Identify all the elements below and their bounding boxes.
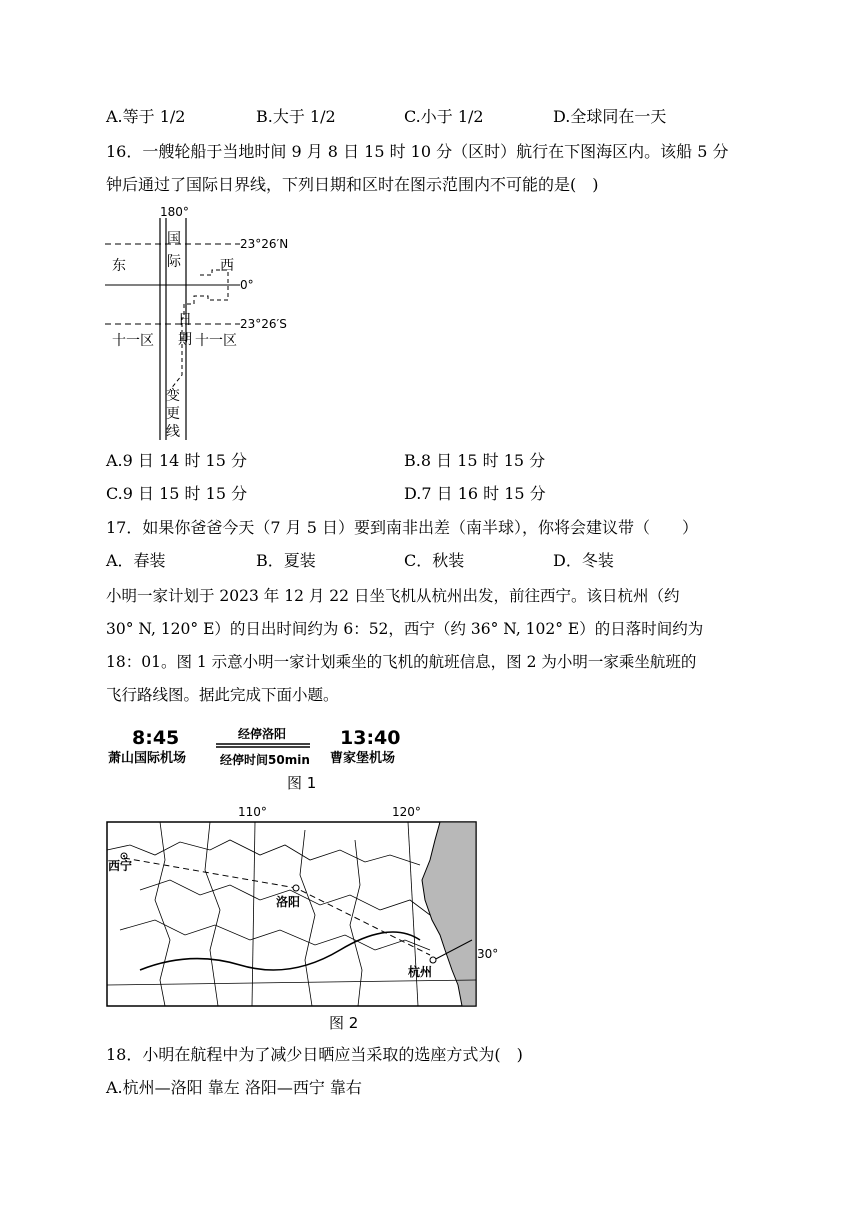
q16-option-a: A.9 日 14 时 15 分 bbox=[106, 451, 247, 470]
q16-option-d: D.7 日 16 时 15 分 bbox=[404, 484, 546, 503]
fig1-flight-info bbox=[100, 720, 430, 795]
fig1-arrive-time: 13:40 bbox=[340, 727, 401, 749]
fig1-stop-info: 经停洛阳 bbox=[238, 727, 287, 741]
q16-stem-line2: 钟后通过了国际日界线，下列日期和区时在图示范围内不可能的是( ) bbox=[106, 175, 599, 194]
q16-lat-0-label: 0° bbox=[240, 278, 254, 292]
q18-stem: 18．小明在航程中为了减少日晒应当采取的选座方式为( ) bbox=[106, 1045, 523, 1064]
q16-lat-n-label: 23°26′N bbox=[240, 237, 289, 251]
q16-option-c: C.9 日 15 时 15 分 bbox=[106, 484, 248, 503]
q17-option-b: B．夏装 bbox=[256, 551, 316, 570]
q16-idl-char-1: 国 bbox=[167, 231, 181, 247]
q16-lat-s-label: 23°26′S bbox=[240, 317, 287, 331]
q16-idl-char-5: 变 bbox=[166, 388, 180, 404]
q16-west-label: 西 bbox=[220, 258, 234, 274]
fig1-caption: 图 1 bbox=[287, 774, 317, 792]
q16-idl-char-3: 日 bbox=[178, 312, 192, 328]
fig2-route-map bbox=[100, 800, 510, 1035]
passage-line2: 30° N, 120° E）的日出时间约为 6：52，西宁（约 36° N, 102° E）的日落时间约为 bbox=[106, 620, 704, 638]
fig1-arrive-airport: 曹家堡机场 bbox=[330, 751, 396, 766]
q16-zone-right-label: 十一区 bbox=[195, 333, 237, 349]
q16-lon-label: 180° bbox=[160, 205, 189, 219]
q17-option-a: A．春装 bbox=[106, 551, 166, 570]
fig2-lat-30: 30° bbox=[477, 947, 499, 961]
fig2-city-xining: 西宁 bbox=[108, 859, 133, 873]
fig1-stop-duration: 经停时间50min bbox=[220, 753, 310, 767]
q16-date-line-figure bbox=[100, 200, 320, 445]
q15-option-b: B.大于 1/2 bbox=[256, 107, 336, 126]
q15-option-c: C.小于 1/2 bbox=[404, 107, 484, 126]
q16-zone-left-label: 十一区 bbox=[112, 333, 154, 349]
fig1-depart-airport: 萧山国际机场 bbox=[108, 751, 187, 766]
q17-option-c: C．秋装 bbox=[404, 551, 465, 570]
passage-line1: 小明一家计划于 2023 年 12 月 22 日坐飞机从杭州出发，前往西宁。该日杭州（约 bbox=[106, 587, 680, 605]
q16-idl-char-7: 线 bbox=[166, 424, 180, 440]
q16-idl-char-6: 更 bbox=[166, 406, 180, 422]
q16-option-b: B.8 日 15 时 15 分 bbox=[404, 451, 546, 470]
q17-stem: 17．如果你爸爸今天（7 月 5 日）要到南非出差（南半球），你将会建议带（ ） bbox=[106, 518, 698, 537]
q18-option-a: A.杭州—洛阳 靠左 洛阳—西宁 靠右 bbox=[106, 1078, 362, 1097]
passage-line3: 18：01。图 1 示意小明一家计划乘坐的飞机的航班信息，图 2 为小明一家乘坐航班的 bbox=[106, 653, 697, 671]
q16-idl-char-2: 际 bbox=[167, 254, 181, 270]
fig2-city-luoyang: 洛阳 bbox=[276, 895, 301, 909]
fig2-caption: 图 2 bbox=[329, 1014, 359, 1032]
q15-option-d: D.全球同在一天 bbox=[553, 107, 667, 126]
fig2-lon-120: 120° bbox=[392, 805, 421, 819]
q17-option-d: D．冬装 bbox=[553, 551, 614, 570]
q16-idl-char-4: 期 bbox=[178, 332, 192, 348]
fig2-city-hangzhou: 杭州 bbox=[408, 965, 433, 979]
fig1-depart-time: 8:45 bbox=[132, 727, 180, 749]
q16-east-label: 东 bbox=[112, 258, 126, 274]
fig2-lon-110: 110° bbox=[238, 805, 267, 819]
passage-line4: 飞行路线图。据此完成下面小题。 bbox=[106, 686, 339, 704]
q15-option-a: A.等于 1/2 bbox=[106, 107, 186, 126]
q16-stem-line1: 16．一艘轮船于当地时间 9 月 8 日 15 时 10 分（区时）航行在下图海区内。该船 5 分 bbox=[106, 142, 729, 161]
